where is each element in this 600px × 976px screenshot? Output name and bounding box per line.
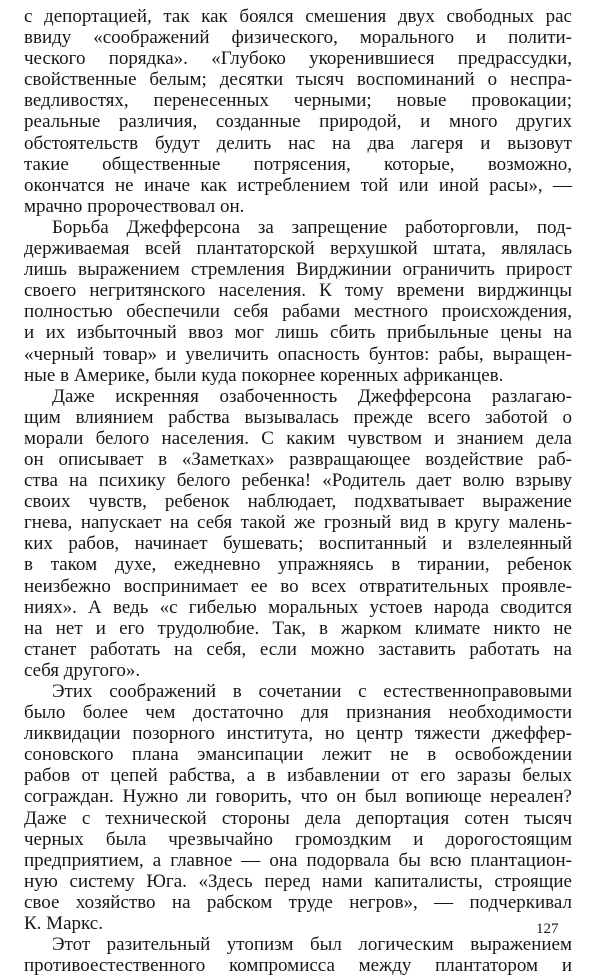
text-line: было более чем достаточно для признания необходимости: [24, 702, 572, 724]
text-line: своих чувств, ребенок наблюдает, подхватывает выражение: [24, 491, 572, 513]
text-line: реальные различия, созданные природой, и много других: [24, 111, 572, 133]
text-line: Даже искренняя озабоченность Джефферсона разлагаю-: [52, 385, 572, 407]
text-line: Этих соображений в сочетании с естественноправовыми: [52, 681, 572, 702]
text-line: «черный товар» и увеличить опасность бунтов: рабы, выращен-: [24, 343, 572, 365]
text-line: Даже с технической стороны дела депортация сотен тысяч: [24, 807, 572, 829]
text-line: предприятием, а главное — она подорвала бы всю плантацион-: [24, 849, 572, 871]
text-line: в таком духе, ежедневно упражняясь в тирании, ребенок: [24, 554, 572, 576]
text-line: себя другого».: [24, 659, 141, 681]
text-line: ввиду «соображений физического, морального и полити-: [24, 27, 572, 49]
text-line: такие общественные потрясения, которые, возможно,: [24, 153, 572, 175]
page-number: 127: [536, 921, 559, 937]
text-line: ные в Америке, были куда покорнее коренных африканцев.: [24, 364, 504, 386]
paragraph: [24, 217, 572, 386]
text-line: с депортацией, так как боялся смешения двух свободных рас: [24, 6, 572, 27]
paragraph: [24, 681, 572, 934]
text-line: мрачно пророчествовал он.: [24, 195, 245, 217]
text-line: Борьба Джефферсона за запрещение работорговли, под-: [52, 216, 572, 238]
text-line: окончатся не иначе как истреблением той или иной расы», —: [24, 174, 572, 196]
text-line: соновского плана эмансипации лежит не в освобождении: [24, 744, 572, 766]
text-line: гнева, напускает на себя такой же грозный вид в кругу малень-: [24, 512, 572, 534]
text-line: лишь выражением стремления Вирджинии ограничить прирост: [24, 259, 572, 281]
paragraph: [24, 934, 572, 976]
text-line: своего негритянского населения. К тому времени вирджинцы: [24, 280, 572, 302]
text-line: ведливостях, перенесенных черными; новые провокации;: [24, 90, 572, 112]
text-line: он описывает в «Заметках» развращающее воздействие раб-: [24, 448, 572, 470]
text-line: морали белого населения. С каким чувством и знанием дела: [24, 427, 572, 449]
paragraph: [24, 6, 572, 217]
text-line: станет работать на себя, если можно заставить работать на: [24, 638, 572, 660]
text-line: К. Маркс.: [24, 913, 103, 935]
text-line: свойственные белым; десятки тысяч воспоминаний о неспра-: [24, 69, 572, 91]
text-line: свое хозяйство на рабском труде негров», — подчеркивал: [24, 891, 572, 913]
text-line: черных была чрезвычайно громоздким и дорогостоящим: [24, 828, 572, 850]
text-line: ную систему Юга. «Здесь перед нами капиталисты, строящие: [24, 870, 572, 892]
text-line: держиваемая всей плантаторской верхушкой штата, являлась: [24, 238, 572, 260]
text-line: ниях». А ведь «с гибелью моральных устоев народа сводится: [24, 596, 572, 618]
paragraph: [24, 386, 572, 681]
text-line: и их избыточный ввоз мог лишь сбить прибыльные цены на: [24, 322, 572, 344]
text-line: ства на психику белого ребенка! «Родитель дает волю взрыву: [24, 470, 572, 492]
text-line: Этот разительный утопизм был логическим выражением: [52, 934, 572, 956]
body-text: [24, 6, 572, 976]
text-line: рабов от цепей рабства, а в избавлении от его заразы белых: [24, 765, 572, 787]
text-line: полностью обеспечили себя рабами местного происхождения,: [24, 301, 572, 323]
text-line: ликвидации позорного института, но центр тяжести джеффер-: [24, 723, 572, 745]
text-line: обстоятельств будут делить нас на два лагеря и вызовут: [24, 132, 572, 154]
text-line: ческого порядка». «Глубоко укоренившиеся предрассудки,: [24, 48, 572, 70]
text-line: щим влиянием рабства вызывалась прежде всего заботой о: [24, 406, 572, 428]
text-line: противоестественного компромисса между плантатором и: [24, 955, 572, 976]
text-line: неизбежно воспринимает ее во всех отвратительных проявле-: [24, 575, 572, 597]
text-line: на нет и его трудолюбие. Так, в жарком климате никто не: [24, 617, 572, 639]
text-line: ких рабов, начинает бушевать; воспитанный и взлелеянный: [24, 533, 572, 555]
book-page: [24, 6, 572, 976]
text-line: сограждан. Нужно ли говорить, что он был вопиюще нереален?: [24, 786, 572, 808]
